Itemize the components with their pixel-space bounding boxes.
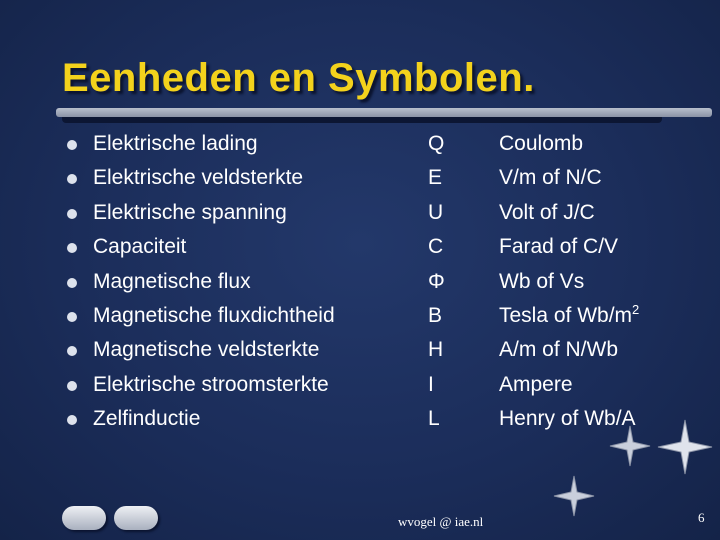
- quantity-symbol: E: [428, 166, 443, 190]
- unit-superscript: 2: [632, 301, 640, 317]
- bullet-dot-icon: [67, 140, 77, 150]
- bullet-dot-icon: [67, 243, 77, 253]
- unit-name: Ampere: [499, 372, 573, 396]
- quantity-label: Magnetische fluxdichtheid: [93, 303, 335, 327]
- slide-title: Eenheden en Symbolen.: [62, 56, 535, 100]
- quantity-label: Magnetische veldsterkte: [93, 338, 320, 362]
- page-number: 6: [698, 510, 705, 525]
- unit-text: [499, 270, 584, 294]
- bullet-dot-icon: [67, 346, 77, 356]
- star-icon: [608, 424, 652, 468]
- unit-name: Tesla of Wb/m: [499, 303, 633, 327]
- unit-text: [499, 338, 618, 362]
- unit-name: Farad of C/V: [499, 235, 619, 259]
- unit-name: Volt of J/C: [499, 200, 595, 224]
- footer-email: wvogel @ iae.nl: [398, 514, 484, 529]
- quantity-label: Zelfinductie: [93, 407, 201, 431]
- quantity-label: Capaciteit: [93, 235, 187, 259]
- unit-table: [0, 128, 720, 438]
- bullet-dot-icon: [67, 209, 77, 219]
- unit-name: A/m of N/Wb: [499, 338, 619, 362]
- table-row: [0, 162, 720, 196]
- bullet-dot-icon: [67, 312, 77, 322]
- nav-forward-button[interactable]: [114, 506, 158, 530]
- unit-text: [499, 132, 583, 156]
- unit-text: [499, 235, 618, 259]
- unit-name: Coulomb: [499, 132, 584, 155]
- quantity-symbol: I: [428, 372, 434, 396]
- quantity-symbol: L: [428, 407, 440, 431]
- unit-text: [499, 201, 595, 225]
- quantity-symbol: H: [428, 338, 444, 362]
- table-row: [0, 231, 720, 265]
- table-row: [0, 300, 720, 334]
- unit-text: [499, 166, 602, 190]
- quantity-label: Elektrische spanning: [93, 200, 287, 224]
- bullet-dot-icon: [67, 174, 77, 184]
- bullet-dot-icon: [67, 381, 77, 391]
- star-icon: [656, 418, 714, 476]
- table-row: [0, 334, 720, 368]
- quantity-symbol: U: [428, 200, 444, 224]
- bullet-dot-icon: [67, 278, 77, 288]
- unit-name: V/m of N/C: [499, 166, 602, 190]
- unit-text: [499, 301, 640, 328]
- table-row: [0, 369, 720, 403]
- quantity-label: Elektrische veldsterkte: [93, 166, 304, 190]
- quantity-label: Elektrische lading: [93, 132, 258, 155]
- bullet-dot-icon: [67, 415, 77, 425]
- unit-name: Wb of Vs: [499, 269, 585, 293]
- unit-name: Henry of Wb/A: [499, 407, 636, 431]
- table-row: [0, 197, 720, 231]
- quantity-symbol: Φ: [428, 269, 445, 293]
- title-rule: [56, 108, 712, 117]
- quantity-symbol: B: [428, 303, 443, 327]
- unit-text: [499, 373, 573, 397]
- quantity-symbol: C: [428, 235, 444, 259]
- star-icon: [552, 474, 596, 518]
- nav-back-button[interactable]: [62, 506, 106, 530]
- quantity-symbol: Q: [428, 132, 445, 155]
- quantity-label: Elektrische stroomsterkte: [93, 372, 329, 396]
- quantity-label: Magnetische flux: [93, 269, 251, 293]
- table-row: [0, 128, 720, 162]
- table-row: [0, 266, 720, 300]
